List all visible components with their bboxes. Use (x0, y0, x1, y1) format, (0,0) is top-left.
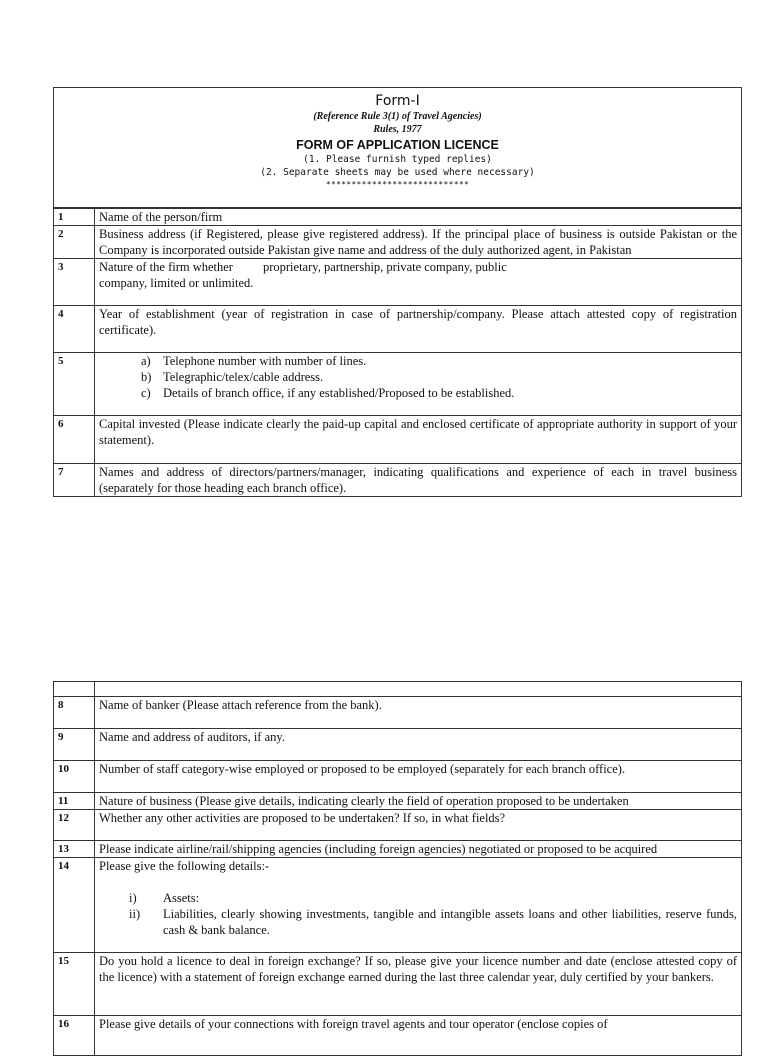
row-number: 10 (54, 761, 95, 793)
financial-details-list (99, 890, 737, 938)
row-number: 14 (54, 858, 95, 953)
table-row (54, 682, 742, 697)
row-number: 12 (54, 810, 95, 841)
list-item: a) Telephone number with number of lines. (141, 354, 367, 368)
nature-line-2: company, limited or unlimited. (99, 276, 254, 290)
table-row (54, 793, 742, 810)
form-table-section-2 (53, 681, 742, 1056)
table-row (54, 226, 742, 259)
list-item: ii) Liabilities, clearly showing investments, tangible and intangible assets loans and other liabilities, reserve funds, cash & bank balance. (129, 907, 737, 937)
row-number: 3 (54, 259, 95, 306)
table-row (54, 729, 742, 761)
details-intro: Please give the following details:- (99, 859, 270, 873)
reference-line-2: Rules, 1977 (373, 124, 422, 135)
row-text (95, 858, 742, 953)
list-item: i) Assets: (129, 891, 200, 905)
stars-divider: **************************** (325, 180, 470, 189)
table-row (54, 353, 742, 416)
row-number (54, 682, 95, 697)
table-row (54, 306, 742, 353)
row-text: Name of the person/firm (95, 209, 742, 226)
form-title: Form-I (375, 93, 420, 109)
table-row (54, 416, 742, 464)
row-number: 5 (54, 353, 95, 416)
form-name: FORM OF APPLICATION LICENCE (296, 138, 499, 152)
row-number: 11 (54, 793, 95, 810)
nature-line-1: Nature of the firm whether proprietary, partnership, private company, public (99, 260, 507, 274)
row-text: Whether any other activities are proposed to be undertaken? If so, in what fields? (95, 810, 742, 841)
list-item: c) Details of branch office, if any established/Proposed to be established. (141, 386, 515, 400)
form-header (53, 87, 742, 208)
reference-line-1: (Reference Rule 3(1) of Travel Agencies) (313, 111, 482, 122)
row-text: Names and address of directors/partners/manager, indicating qualifications and experience of each in travel business (separately for those heading each branch office). (95, 464, 742, 497)
table-row (54, 841, 742, 858)
table-row (54, 1016, 742, 1056)
row-text: Business address (if Registered, please give registered address). If the principal place of business is outside Pakistan or the Company is incorporated outside Pakistan give name and address of the duly authorized agent, in Pakistan (95, 226, 742, 259)
row-number: 8 (54, 697, 95, 729)
table-row (54, 464, 742, 497)
row-text: Name and address of auditors, if any. (95, 729, 742, 761)
row-number: 15 (54, 953, 95, 1016)
table-row (54, 858, 742, 953)
row-text: Please indicate airline/rail/shipping agencies (including foreign agencies) negotiated or proposed to be acquired (95, 841, 742, 858)
row-text: Do you hold a licence to deal in foreign exchange? If so, please give your licence number and date (enclose attested copy of the licence) with a statement of foreign exchange earned during the last three calendar year, duly certified by your bankers. (95, 953, 742, 1016)
row-text: Name of banker (Please attach reference from the bank). (95, 697, 742, 729)
row-number: 2 (54, 226, 95, 259)
row-text: Please give details of your connections with foreign travel agents and tour operator (enclose copies of (95, 1016, 742, 1056)
row-text: Year of establishment (year of registration in case of partnership/company. Please attach attested copy of registration certificate). (95, 306, 742, 353)
form-table-section-1 (53, 208, 742, 497)
table-row (54, 953, 742, 1016)
row-number: 7 (54, 464, 95, 497)
row-text (95, 259, 742, 306)
table-row (54, 697, 742, 729)
row-text (95, 353, 742, 416)
list-item: b) Telegraphic/telex/cable address. (141, 370, 324, 384)
row-number: 9 (54, 729, 95, 761)
row-text: Number of staff category-wise employed or proposed to be employed (separately for each branch office). (95, 761, 742, 793)
contact-details-list (99, 353, 737, 401)
table-row (54, 810, 742, 841)
row-text: Capital invested (Please indicate clearly the paid-up capital and enclosed certificate of appropriate authority in support of your statement). (95, 416, 742, 464)
note-separate-sheets: (2. Separate sheets may be used where necessary) (260, 167, 535, 178)
row-number: 6 (54, 416, 95, 464)
row-number: 4 (54, 306, 95, 353)
table-row (54, 209, 742, 226)
note-typed-replies: (1. Please furnish typed replies) (303, 154, 492, 165)
row-text (95, 682, 742, 697)
row-number: 13 (54, 841, 95, 858)
table-row (54, 259, 742, 306)
row-number: 1 (54, 209, 95, 226)
row-number: 16 (54, 1016, 95, 1056)
table-row (54, 761, 742, 793)
row-text: Nature of business (Please give details, indicating clearly the field of operation proposed to be undertaken (95, 793, 742, 810)
